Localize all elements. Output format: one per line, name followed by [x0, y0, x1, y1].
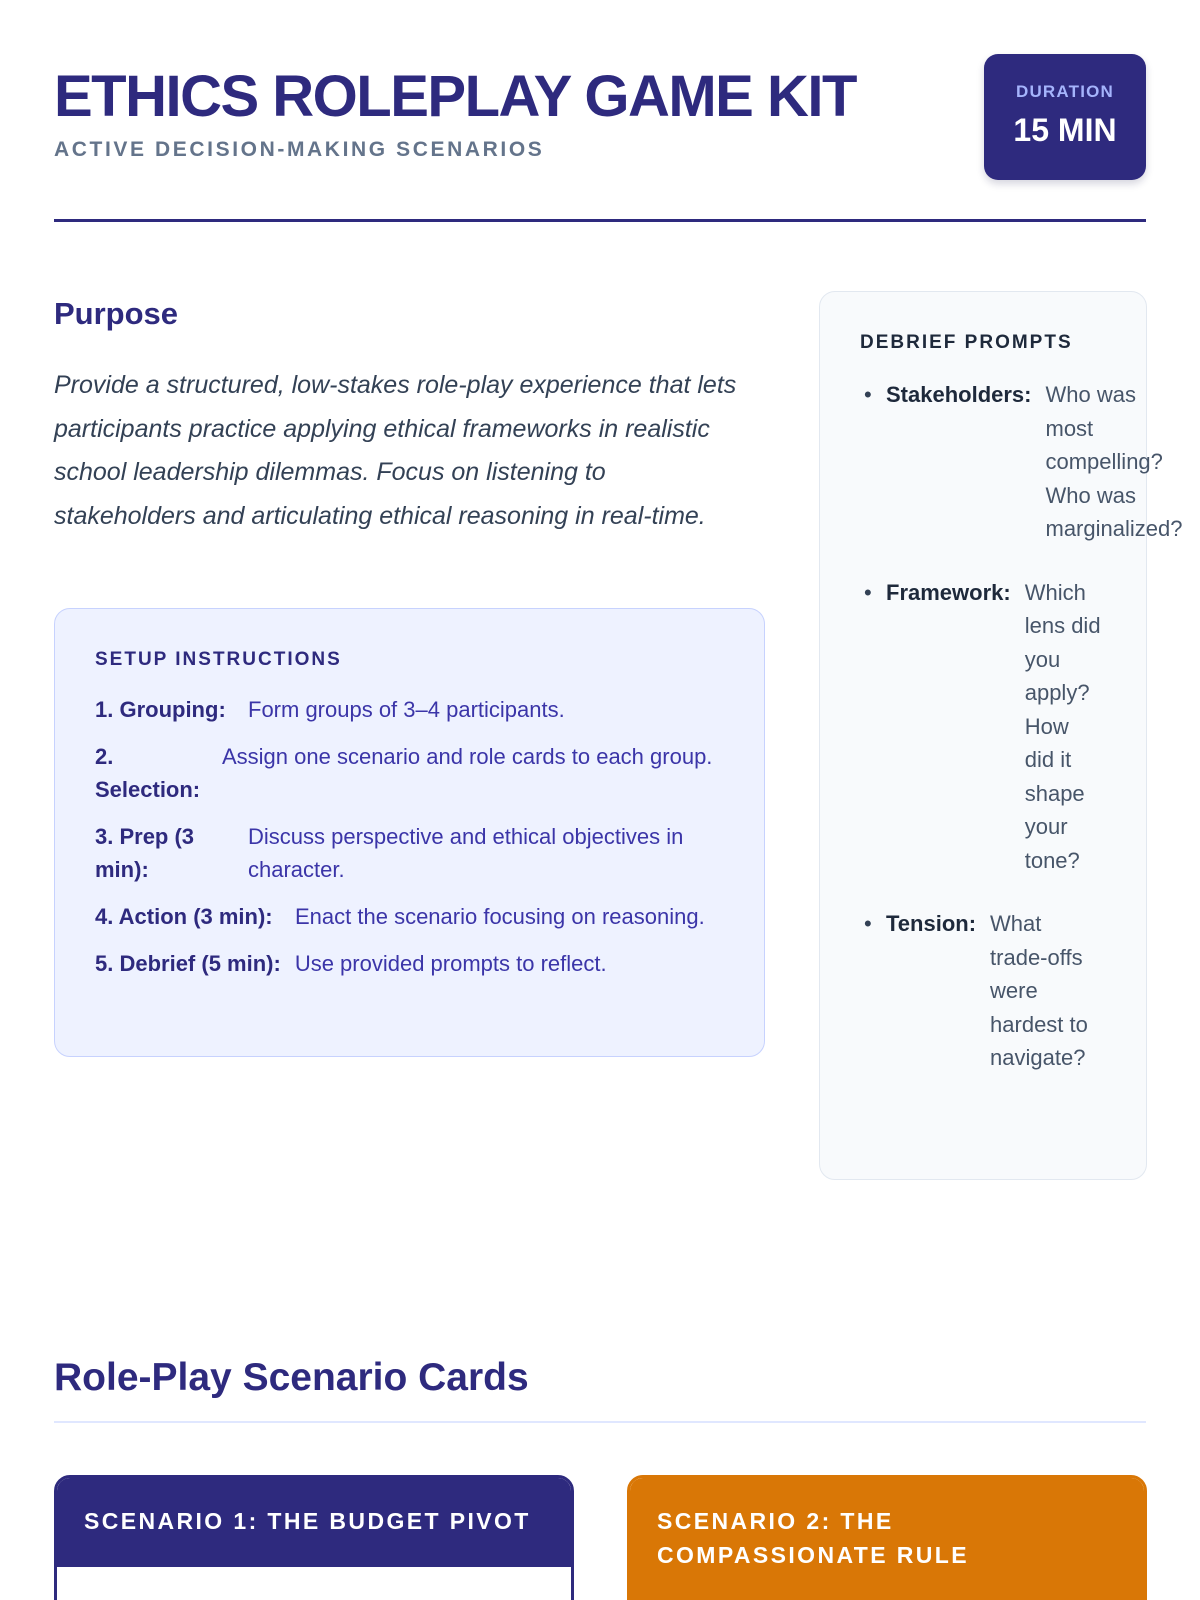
setup-item-text: Use provided prompts to reflect.: [294, 951, 607, 976]
debrief-item-text: Who was most compelling? Who was marginalized?: [1045, 382, 1183, 541]
setup-item-text: Discuss perspective and ethical objectives in character.: [248, 824, 684, 882]
page-title: ETHICS ROLEPLAY GAME KIT: [54, 64, 856, 129]
debrief-item-stakeholders: [860, 378, 1183, 546]
debrief-heading: DEBRIEF PROMPTS: [860, 332, 1073, 353]
scenario-card-2: [627, 1475, 1147, 1600]
setup-item-grouping: [95, 693, 724, 726]
setup-heading: SETUP INSTRUCTIONS: [95, 649, 342, 670]
debrief-item-label: Stakeholders:: [886, 382, 1032, 407]
debrief-item-label: Framework:: [886, 579, 1011, 605]
scenario-card-1: [54, 1475, 574, 1600]
duration-value: 15 MIN: [1013, 112, 1117, 148]
setup-item-label: 4. Action (3 min):: [95, 904, 273, 929]
setup-instructions-box: [54, 608, 765, 1057]
setup-item-debrief: [95, 947, 724, 980]
debrief-item-text: What trade-offs were hardest to navigate?: [990, 911, 1088, 1070]
debrief-item-tension: [860, 907, 1146, 1075]
setup-item-label: 1. Grouping:: [95, 697, 226, 722]
setup-item-prep: [95, 820, 724, 886]
bullet-icon: •: [864, 579, 872, 605]
setup-item-label: 2. Selection:: [95, 744, 201, 802]
debrief-item-framework: [860, 576, 1146, 878]
setup-item-label: 5. Debrief (5 min):: [95, 951, 281, 976]
purpose-heading: Purpose: [54, 296, 179, 331]
setup-item-text: Assign one scenario and role cards to each group.: [222, 744, 713, 769]
section-divider: [54, 1421, 1146, 1423]
debrief-prompts-box: [819, 291, 1183, 1180]
debrief-list: [860, 378, 1183, 1075]
setup-item-text: Form groups of 3–4 participants.: [248, 697, 565, 722]
scenario-card-title: SCENARIO 2: THE COMPASSIONATE RULE: [630, 1478, 1144, 1600]
setup-item-action: [95, 900, 724, 933]
setup-item-selection: [95, 740, 724, 806]
debrief-item-text: Which lens did you apply? How did it shape your tone?: [1024, 579, 1101, 873]
setup-item-label: 3. Prep (3 min):: [95, 824, 195, 882]
scenario-section-heading: Role-Play Scenario Cards: [54, 1356, 529, 1399]
duration-badge: [984, 54, 1146, 180]
setup-list: [95, 693, 724, 980]
bullet-icon: •: [864, 911, 872, 936]
setup-item-text: Enact the scenario focusing on reasoning.: [295, 904, 705, 929]
duration-label: DURATION: [1015, 82, 1115, 101]
page-subtitle: ACTIVE DECISION-MAKING SCENARIOS: [54, 138, 545, 161]
scenario-card-title: SCENARIO 1: THE BUDGET PIVOT: [57, 1478, 571, 1567]
page-header: [54, 54, 1146, 222]
debrief-item-label: Tension:: [886, 911, 977, 936]
purpose-text: Provide a structured, low-stakes role-play experience that lets participants practice applying ethical frameworks in realistic school leadership dilemmas. Focus on listening to stakeholders and articulating ethical reasoning in real-time.: [54, 371, 737, 530]
bullet-icon: •: [864, 382, 872, 407]
